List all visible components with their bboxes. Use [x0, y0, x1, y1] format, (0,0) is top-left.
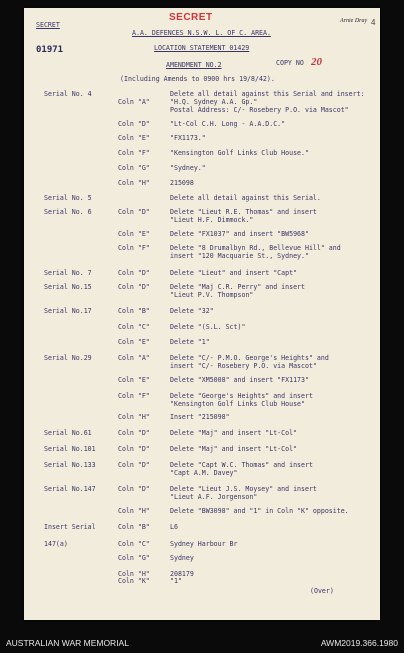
column-label: Coln "E": [118, 230, 150, 238]
column-label: Coln "D": [118, 283, 150, 291]
amendment-text: Delete all detail against this Serial and insert:: [170, 90, 365, 98]
document-number: 01971: [36, 45, 64, 55]
serial-label: Insert Serial: [44, 523, 96, 531]
amendment-title: AMENDMENT NO.2: [166, 61, 222, 69]
column-label: Coln "H": [118, 570, 150, 578]
amendment-text: Delete "Capt W.C. Thomas" and insert: [170, 461, 313, 469]
footer-accession: AWM2019.366.1980: [320, 638, 398, 648]
amendment-text: insert "C/- Rosebery P.O. via Mascot": [170, 361, 317, 370]
amendment-text: Delete "1": [170, 338, 210, 346]
amendment-text: Delete "BW3098" and "1" in Coln "K" opposite.: [170, 507, 349, 515]
amendment-text: Delete "Lieut R.E. Thomas" and insert: [170, 208, 317, 216]
page-mark: 4: [371, 18, 376, 27]
amendment-text: Delete "C/- P.M.O. George's Heights" and: [170, 354, 329, 362]
column-label: Coln "G": [118, 164, 150, 172]
serial-label: Serial No. 4: [44, 90, 92, 98]
amendment-text: Delete "FX1037" and insert "BW5968": [170, 230, 309, 238]
column-label: Coln "H": [118, 507, 150, 515]
amendment-text: Sydney Harbour Br: [170, 540, 238, 548]
amendment-text: "Lieut H.F. Dimmock.": [170, 215, 254, 224]
unit-heading: A.A. DEFENCES N.S.W. L. OF C. AREA.: [132, 29, 271, 37]
amendment-text: Delete "8 Drumalbyn Rd., Bellevue Hill" and: [170, 244, 341, 252]
amendment-text: Delete "Lieut" and insert "Capt": [170, 269, 298, 277]
secret-stamp: SECRET: [169, 12, 213, 23]
column-label: Coln "C": [118, 540, 150, 548]
serial-label: Serial No.15: [44, 283, 92, 291]
amendment-text: Postal Address: C/- Rosebery P.O. via Mascot": [170, 105, 349, 114]
column-label: Coln "D": [118, 269, 150, 277]
column-label: Coln "B": [118, 307, 150, 315]
copy-number: 20: [311, 56, 322, 68]
column-label: Coln "F": [118, 392, 150, 400]
amendment-text: 215098: [170, 179, 194, 187]
serial-label: Serial No.29: [44, 354, 92, 362]
amendment-text: Delete "32": [170, 307, 214, 315]
amendment-text: "Kensington Golf Links Club House.": [170, 149, 309, 157]
serial-label: Serial No.147: [44, 485, 96, 493]
serial-label: Serial No.17: [44, 307, 92, 315]
amendment-text: "1": [170, 577, 182, 585]
column-label: Coln "E": [118, 134, 150, 142]
column-label: Coln "H": [118, 413, 150, 421]
signature: Arnie Dray: [340, 18, 368, 24]
column-label: Coln "D": [118, 485, 150, 493]
column-label: Coln "C": [118, 323, 150, 331]
serial-label: Serial No.61: [44, 429, 92, 437]
copy-label: COPY NO: [276, 59, 304, 67]
column-label: Coln "D": [118, 429, 150, 437]
amendment-text: "FX1173.": [170, 134, 206, 142]
column-label: Coln "D": [118, 208, 150, 216]
amendment-text: Delete "Maj" and insert "Lt-Col": [170, 429, 298, 437]
document-page: [24, 8, 380, 620]
over-note: (Over): [310, 587, 334, 595]
column-label: Coln "B": [118, 523, 150, 531]
location-statement: LOCATION STATEMENT 01429: [154, 44, 250, 52]
amendment-text: "Capt A.M. Davey": [170, 468, 238, 477]
amendment-text: "H.Q. Sydney A.A. Gp.": [170, 98, 258, 106]
column-label: Coln "A": [118, 98, 150, 106]
column-label: Coln "D": [118, 461, 150, 469]
amendment-text: "Lieut A.F. Jorgenson": [170, 492, 258, 501]
serial-label: Serial No. 5: [44, 194, 92, 202]
amendment-text: Delete "Maj C.R. Perry" and insert: [170, 283, 305, 291]
amendment-text: 208179: [170, 570, 194, 578]
amendment-text: insert "120 Macquarie St., Sydney.": [170, 251, 309, 260]
amendment-text: "Lieut P.V. Thompson": [170, 290, 254, 299]
column-label: Coln "E": [118, 338, 150, 346]
column-label: Coln "D": [118, 445, 150, 453]
serial-label: Serial No. 7: [44, 269, 92, 277]
secret-stamp-left: SECRET: [36, 21, 60, 29]
serial-label: 147(a): [44, 540, 68, 548]
amendment-text: Delete "George's Heights" and insert: [170, 392, 313, 400]
serial-label: Serial No.133: [44, 461, 96, 469]
column-label: Coln "K": [118, 577, 150, 585]
column-label: Coln "H": [118, 179, 150, 187]
column-label: Coln "F": [118, 244, 150, 252]
column-label: Coln "D": [118, 120, 150, 128]
serial-label: Serial No. 6: [44, 208, 92, 216]
amendment-text: "Kensington Golf Links Club House": [170, 399, 305, 408]
column-label: Coln "E": [118, 376, 150, 384]
amendment-text: Sydney: [170, 554, 194, 562]
column-label: Coln "A": [118, 354, 150, 362]
amendment-text: "Sydney.": [170, 164, 206, 172]
serial-label: Serial No.101: [44, 445, 96, 453]
footer-credit: AUSTRALIAN WAR MEMORIAL: [6, 638, 129, 648]
amendment-text: Insert "215098": [170, 413, 230, 421]
amendment-text: Delete "Maj" and insert "Lt-Col": [170, 445, 298, 453]
amendment-text: L6: [170, 523, 178, 531]
amendment-text: Delete "(S.L. Sct)": [170, 323, 246, 331]
amendment-text: Delete "XM5008" and insert "FX1173": [170, 376, 309, 384]
column-label: Coln "F": [118, 149, 150, 157]
amendment-text: "Lt-Col C.H. Long - A.A.D.C.": [170, 120, 286, 128]
amendment-text: Delete all detail against this Serial.: [170, 194, 321, 202]
column-label: Coln "G": [118, 554, 150, 562]
including-note: (Including Amends to 0900 hrs 19/8/42).: [120, 75, 275, 83]
amendment-text: Delete "Lieut J.S. Moysey" and insert: [170, 485, 317, 493]
